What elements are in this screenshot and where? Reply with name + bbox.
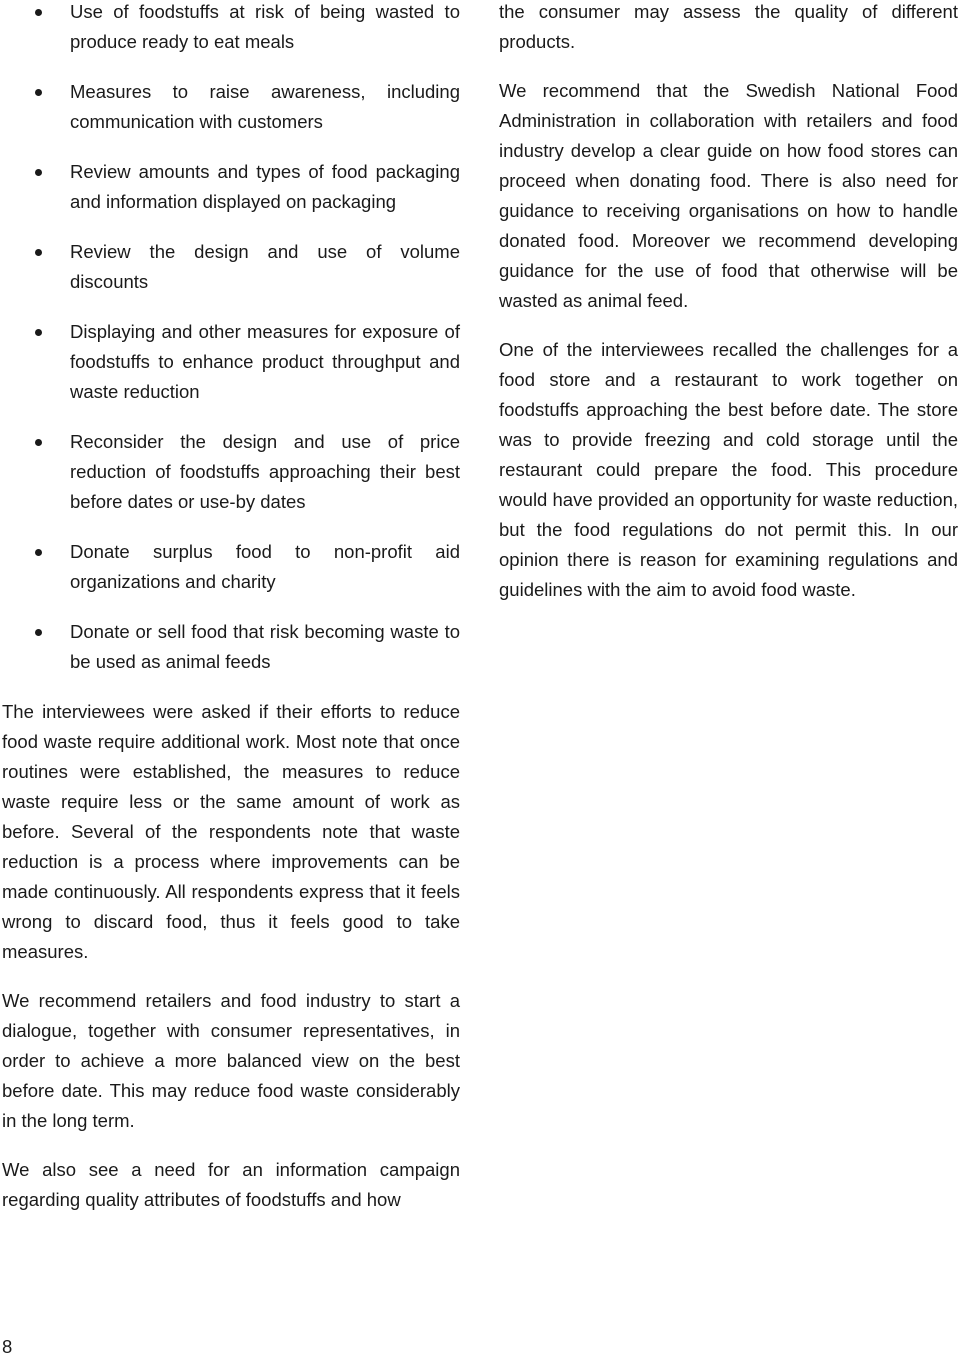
bullet-icon	[35, 89, 42, 96]
list-item	[2, 237, 460, 297]
bullet-icon	[35, 169, 42, 176]
paragraph-donation-guide: We recommend that the Swedish National Food Administration in collaboration with retailers and food industry develop a clear guide on how food stores can proceed when donating food. There is also need for guidance to receiving organisations on how to handle donated food. Moreover we recommend developing guidance for the use of food that otherwise will be wasted as animal feed.	[499, 80, 958, 311]
list-item	[2, 537, 460, 597]
page-number: 8	[2, 1336, 13, 1357]
bullet-icon	[35, 249, 42, 256]
bullet-icon	[35, 329, 42, 336]
list-item-text: Measures to raise awareness, including communication with customers	[70, 81, 460, 132]
list-item-text: Donate or sell food that risk becoming waste to be used as animal feeds	[70, 621, 460, 672]
recommendation-list	[2, 0, 460, 677]
list-item	[2, 427, 460, 517]
right-column	[499, 0, 958, 624]
list-item	[2, 77, 460, 137]
list-item-text: Review the design and use of volume discounts	[70, 241, 460, 292]
list-item	[2, 0, 460, 57]
left-column	[2, 0, 460, 1234]
paragraph-consumer-quality: the consumer may assess the quality of different products.	[499, 1, 958, 52]
list-item	[2, 317, 460, 407]
list-item	[2, 157, 460, 217]
bullet-icon	[35, 439, 42, 446]
list-item-text: Review amounts and types of food packaging and information displayed on packaging	[70, 161, 460, 212]
list-item-text: Reconsider the design and use of price reduction of foodstuffs approaching their best before dates or use-by dates	[70, 431, 460, 512]
list-item	[2, 617, 460, 677]
bullet-icon	[35, 9, 42, 16]
list-item-text: Use of foodstuffs at risk of being wasted to produce ready to eat meals	[70, 1, 460, 52]
bullet-icon	[35, 629, 42, 636]
paragraph-information-campaign: We also see a need for an information campaign regarding quality attributes of foodstuffs and how	[2, 1159, 460, 1210]
bullet-icon	[35, 549, 42, 556]
paragraph-dialogue-recommendation: We recommend retailers and food industry to start a dialogue, together with consumer representatives, in order to achieve a more balanced view on the best before date. This may reduce food waste considerably in the long term.	[2, 990, 460, 1131]
paragraph-interviewee-challenge: One of the interviewees recalled the challenges for a food store and a restaurant to work together on foodstuffs approaching the best before date. The store was to provide freezing and cold storage until the restaurant could prepare the food. This procedure would have provided an opportunity for waste reduction, but the food regulations do not permit this. In our opinion there is reason for examining regulations and guidelines with the aim to avoid food waste.	[499, 339, 958, 600]
list-item-text: Displaying and other measures for exposure of foodstuffs to enhance product throughput and waste reduction	[70, 321, 460, 402]
list-item-text: Donate surplus food to non-profit aid organizations and charity	[70, 541, 460, 592]
paragraph-interviewees-effort: The interviewees were asked if their efforts to reduce food waste require additional work. Most note that once routines were established, the measures to reduce waste require less or the same amount of work as before. Several of the respondents note that waste reduction is a process where improvements can be made continuously. All respondents express that it feels wrong to discard food, thus it feels good to take measures.	[2, 701, 460, 962]
